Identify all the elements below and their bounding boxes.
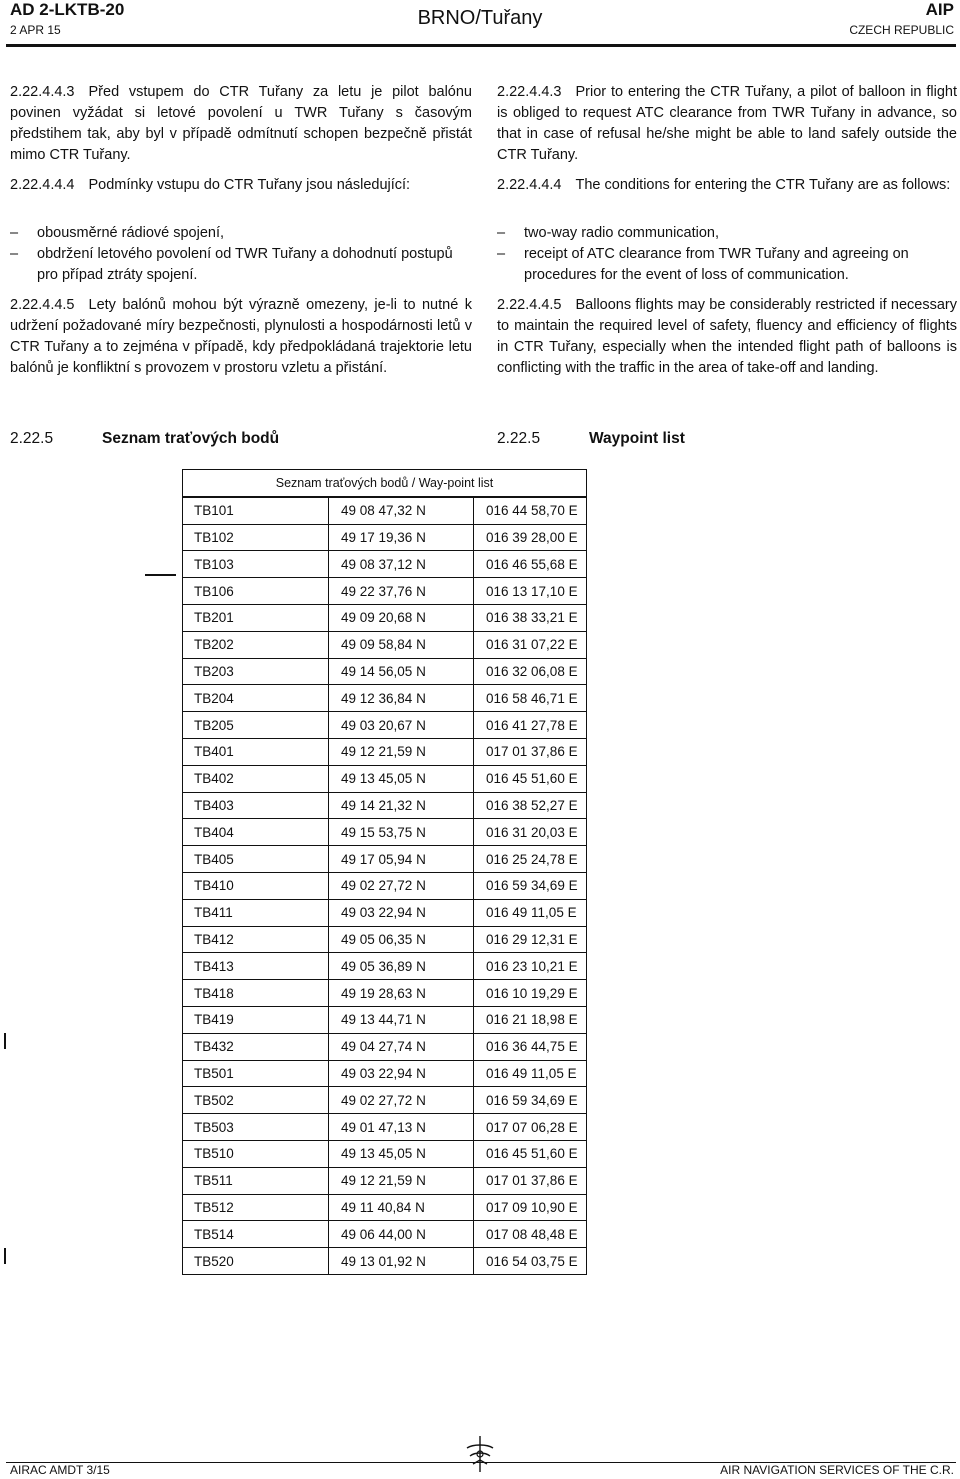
paragraph-text: The conditions for entering the CTR Tuřany are as follows: [575, 177, 951, 193]
issuing-authority: AIR NAVIGATION SERVICES OF THE C.R. [720, 1463, 954, 1477]
waypoint-id: TB404 [183, 819, 329, 846]
table-row [183, 1194, 587, 1221]
waypoint-id: TB205 [183, 712, 329, 739]
table-row [183, 551, 587, 578]
waypoint-latitude: 49 11 40,84 N [329, 1194, 474, 1221]
table-row [183, 1114, 587, 1141]
waypoint-id: TB512 [183, 1194, 329, 1221]
waypoint-longitude: 016 54 03,75 E [474, 1248, 587, 1275]
waypoint-id: TB432 [183, 1033, 329, 1060]
waypoint-latitude: 49 12 36,84 N [329, 685, 474, 712]
en-paragraph-4-4-5 [497, 295, 957, 379]
table-row [183, 1087, 587, 1114]
waypoint-longitude: 016 31 20,03 E [474, 819, 587, 846]
table-row [183, 899, 587, 926]
waypoint-longitude: 016 39 28,00 E [474, 524, 587, 551]
list-item: – two-way radio communication, [497, 223, 957, 244]
waypoint-id: TB403 [183, 792, 329, 819]
table-row [183, 497, 587, 524]
waypoint-latitude: 49 08 37,12 N [329, 551, 474, 578]
waypoint-latitude: 49 03 22,94 N [329, 899, 474, 926]
waypoint-latitude: 49 15 53,75 N [329, 819, 474, 846]
publication-name: AIP [925, 0, 954, 19]
section-heading-en [497, 428, 685, 450]
list-item: – obdržení letového povolení od TWR Tuřany a dohodnutí postupů pro případ ztráty spojení. [10, 246, 453, 283]
waypoint-latitude: 49 01 47,13 N [329, 1114, 474, 1141]
waypoint-longitude: 016 36 44,75 E [474, 1033, 587, 1060]
waypoint-longitude: 016 25 24,78 E [474, 846, 587, 873]
waypoint-longitude: 017 01 37,86 E [474, 738, 587, 765]
waypoint-id: TB102 [183, 524, 329, 551]
waypoint-id: TB101 [183, 497, 329, 524]
section-number: 2.22.5 [10, 430, 54, 447]
waypoint-latitude: 49 22 37,76 N [329, 578, 474, 605]
waypoint-id: TB413 [183, 953, 329, 980]
waypoint-latitude: 49 03 22,94 N [329, 1060, 474, 1087]
en-bullet-list [497, 223, 957, 286]
table-row [183, 846, 587, 873]
country-name: CZECH REPUBLIC [849, 23, 954, 37]
waypoint-longitude: 016 49 11,05 E [474, 1060, 587, 1087]
table-row [183, 819, 587, 846]
waypoint-id: TB419 [183, 1006, 329, 1033]
waypoint-longitude: 016 31 07,22 E [474, 631, 587, 658]
table-row [183, 1033, 587, 1060]
waypoint-latitude: 49 13 44,71 N [329, 1006, 474, 1033]
waypoint-longitude: 016 45 51,60 E [474, 1140, 587, 1167]
waypoint-longitude: 016 29 12,31 E [474, 926, 587, 953]
waypoint-latitude: 49 13 45,05 N [329, 765, 474, 792]
page-header-right [849, 0, 954, 38]
waypoint-latitude: 49 05 06,35 N [329, 926, 474, 953]
table-row [183, 524, 587, 551]
waypoint-id: TB411 [183, 899, 329, 926]
table-row [183, 738, 587, 765]
waypoint-latitude: 49 09 58,84 N [329, 631, 474, 658]
waypoint-id: TB103 [183, 551, 329, 578]
waypoint-longitude: 016 38 52,27 E [474, 792, 587, 819]
waypoint-longitude: 017 08 48,48 E [474, 1221, 587, 1248]
waypoint-latitude: 49 14 21,32 N [329, 792, 474, 819]
list-item: – obousměrné rádiové spojení, [10, 223, 472, 244]
table-row [183, 1006, 587, 1033]
waypoint-longitude: 016 58 46,71 E [474, 685, 587, 712]
waypoint-longitude: 016 41 27,78 E [474, 712, 587, 739]
paragraph-text: Prior to entering the CTR Tuřany, a pilot of balloon in flight is obliged to request ATC clearance from TWR Tuřany in advance, so that in case of refusal he/she might be able to land safely outside the CTR Tuřany. [497, 84, 957, 163]
waypoint-latitude: 49 17 05,94 N [329, 846, 474, 873]
waypoint-id: TB204 [183, 685, 329, 712]
waypoint-latitude: 49 19 28,63 N [329, 980, 474, 1007]
paragraph-number: 2.22.4.4.3 [10, 84, 75, 100]
waypoint-id: TB405 [183, 846, 329, 873]
waypoint-latitude: 49 02 27,72 N [329, 1087, 474, 1114]
waypoint-id: TB202 [183, 631, 329, 658]
amendment-change-bar [4, 1248, 6, 1264]
table-row [183, 765, 587, 792]
amendment-number: AIRAC AMDT 3/15 [10, 1463, 110, 1477]
waypoint-longitude: 016 49 11,05 E [474, 899, 587, 926]
waypoint-longitude: 016 32 06,08 E [474, 658, 587, 685]
waypoint-longitude: 017 07 06,28 E [474, 1114, 587, 1141]
waypoint-id: TB501 [183, 1060, 329, 1087]
amendment-change-bar [4, 1033, 6, 1049]
waypoint-longitude: 016 38 33,21 E [474, 604, 587, 631]
waypoint-latitude: 49 12 21,59 N [329, 1167, 474, 1194]
waypoint-latitude: 49 09 20,68 N [329, 604, 474, 631]
effective-date: 2 APR 15 [10, 23, 61, 37]
waypoint-id: TB503 [183, 1114, 329, 1141]
table-row [183, 1167, 587, 1194]
table-row [183, 631, 587, 658]
waypoint-id: TB201 [183, 604, 329, 631]
table-row [183, 685, 587, 712]
cz-paragraph-4-4-3 [10, 82, 472, 166]
waypoint-latitude: 49 14 56,05 N [329, 658, 474, 685]
waypoint-latitude: 49 04 27,74 N [329, 1033, 474, 1060]
paragraph-number: 2.22.4.4.3 [497, 84, 562, 100]
table-row [183, 1221, 587, 1248]
dash-bullet: – [10, 246, 19, 262]
en-paragraph-4-4-3 [497, 82, 957, 166]
waypoint-id: TB418 [183, 980, 329, 1007]
waypoint-id: TB502 [183, 1087, 329, 1114]
paragraph-number: 2.22.4.4.5 [497, 297, 562, 313]
amendment-change-bar [145, 574, 176, 576]
waypoint-id: TB510 [183, 1140, 329, 1167]
cz-paragraph-4-4-5 [10, 295, 472, 379]
page-title: BRNO/Tuřany [417, 7, 543, 29]
waypoint-latitude: 49 08 47,32 N [329, 497, 474, 524]
waypoint-latitude: 49 13 01,92 N [329, 1248, 474, 1275]
dash-bullet: – [497, 246, 506, 262]
table-row [183, 1060, 587, 1087]
paragraph-number: 2.22.4.4.5 [10, 297, 75, 313]
table-row [183, 578, 587, 605]
table-row [183, 604, 587, 631]
cz-paragraph-4-4-4 [10, 175, 472, 196]
waypoint-id: TB106 [183, 578, 329, 605]
dash-bullet: – [10, 225, 19, 241]
waypoint-latitude: 49 17 19,36 N [329, 524, 474, 551]
table-row [183, 712, 587, 739]
waypoint-longitude: 016 23 10,21 E [474, 953, 587, 980]
paragraph-text: Podmínky vstupu do CTR Tuřany jsou následující: [88, 177, 411, 193]
ans-cr-logo-icon [461, 1434, 499, 1474]
waypoint-longitude: 017 01 37,86 E [474, 1167, 587, 1194]
waypoint-longitude: 016 45 51,60 E [474, 765, 587, 792]
waypoint-latitude: 49 06 44,00 N [329, 1221, 474, 1248]
waypoint-id: TB514 [183, 1221, 329, 1248]
cz-bullet-list [10, 223, 472, 286]
paragraph-text: Lety balónů mohou být výrazně omezeny, je-li to nutné k udržení požadované míry bezpečnosti, plynulosti a hospodárnosti letů v CTR Tuřany a to zejména v případě, kdy předpokládaná trajektorie letu balónů je konfliktní s provozem v prostoru vzletu a přistání. [10, 297, 472, 376]
waypoint-id: TB412 [183, 926, 329, 953]
waypoint-id: TB511 [183, 1167, 329, 1194]
table-row [183, 980, 587, 1007]
waypoint-table [182, 469, 587, 1275]
waypoint-longitude: 016 59 34,69 E [474, 1087, 587, 1114]
list-item: – receipt of ATC clearance from TWR Tuřany and agreeing on procedures for the event of loss of communication. [497, 246, 909, 283]
waypoint-longitude: 016 13 17,10 E [474, 578, 587, 605]
table-row [183, 953, 587, 980]
waypoint-longitude: 016 46 55,68 E [474, 551, 587, 578]
table-caption-row [183, 470, 587, 497]
table-row [183, 1140, 587, 1167]
waypoint-id: TB401 [183, 738, 329, 765]
waypoint-latitude: 49 03 20,67 N [329, 712, 474, 739]
waypoint-longitude: 016 44 58,70 E [474, 497, 587, 524]
waypoint-id: TB402 [183, 765, 329, 792]
waypoint-latitude: 49 12 21,59 N [329, 738, 474, 765]
table-body [183, 497, 587, 1275]
en-paragraph-4-4-4 [497, 175, 957, 196]
table-row [183, 792, 587, 819]
paragraph-text: Před vstupem do CTR Tuřany za letu je pilot balónu povinen vyžádat si letové povolení u TWR Tuřany s časovým předstihem tak, aby byl v případě odmítnutí schopen bezpečně přistát mimo CTR Tuřany. [10, 84, 472, 163]
waypoint-id: TB410 [183, 872, 329, 899]
section-title: Seznam traťových bodů [102, 430, 280, 447]
paragraph-number: 2.22.4.4.4 [497, 177, 562, 193]
section-title: Waypoint list [589, 430, 685, 447]
dash-bullet: – [497, 225, 506, 241]
section-heading-cz [10, 428, 279, 450]
table-row [183, 872, 587, 899]
table-caption: Seznam traťových bodů / Way-point list [183, 470, 587, 497]
waypoint-longitude: 016 59 34,69 E [474, 872, 587, 899]
table-row [183, 1248, 587, 1275]
waypoint-latitude: 49 02 27,72 N [329, 872, 474, 899]
waypoint-latitude: 49 05 36,89 N [329, 953, 474, 980]
waypoint-longitude: 016 10 19,29 E [474, 980, 587, 1007]
paragraph-text: Balloons flights may be considerably restricted if necessary to maintain the required level of safety, fluency and efficiency of flights in CTR Tuřany, especially when the intended flight path of balloons is conflicting with the traffic in the area of take-off and landing. [497, 297, 957, 376]
waypoint-latitude: 49 13 45,05 N [329, 1140, 474, 1167]
waypoint-id: TB520 [183, 1248, 329, 1275]
section-number: 2.22.5 [497, 430, 541, 447]
waypoint-id: TB203 [183, 658, 329, 685]
document-code: AD 2-LKTB-20 [10, 0, 125, 19]
table-row [183, 926, 587, 953]
header-divider [6, 44, 956, 47]
paragraph-number: 2.22.4.4.4 [10, 177, 75, 193]
waypoint-longitude: 016 21 18,98 E [474, 1006, 587, 1033]
waypoint-longitude: 017 09 10,90 E [474, 1194, 587, 1221]
table-row [183, 658, 587, 685]
